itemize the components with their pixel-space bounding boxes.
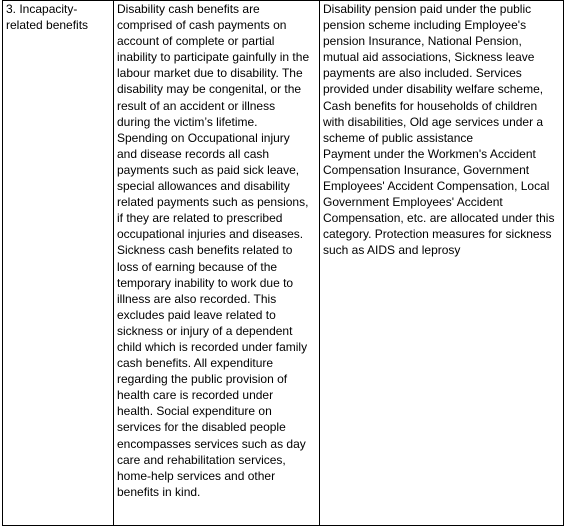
- text-line: pension scheme including Employee's: [323, 18, 527, 33]
- table-row: [3, 1, 564, 526]
- text-line: Disability cash benefits are: [117, 2, 260, 16]
- examples-cell: [320, 1, 564, 526]
- text-line: child which is recorded under family: [117, 339, 308, 354]
- text-line: Employees' Accident Compensation, Local: [323, 179, 550, 194]
- text-line: cash benefits. All expenditure: [117, 356, 274, 371]
- text-line: excludes paid leave related to: [117, 307, 276, 322]
- text-line: provided under disability welfare scheme,: [323, 82, 544, 97]
- text-line: Sickness cash benefits related to: [117, 243, 293, 258]
- category-text: [6, 1, 112, 33]
- text-line: such as AIDS and leprosy: [323, 243, 461, 258]
- text-line: inability to participate gainfully in the: [117, 50, 310, 65]
- text-line: health care is recorded under: [117, 388, 274, 403]
- text-line: 3. Incapacity-: [6, 2, 78, 16]
- text-line: with disabilities, Old age services under a: [323, 114, 544, 129]
- text-line: labour market due to disability. The: [117, 66, 303, 81]
- text-line: comprised of cash payments on: [117, 18, 287, 33]
- text-line: health. Social expenditure on: [117, 404, 272, 419]
- text-line: Government Employees' Accident: [323, 195, 503, 210]
- text-line: services for the disabled people: [117, 420, 286, 435]
- text-line: disability may be congenital, or the: [117, 82, 302, 97]
- category-cell: [3, 1, 114, 526]
- text-line: benefits in kind.: [117, 484, 201, 499]
- text-line: related payments such as pensions,: [117, 195, 309, 210]
- text-line: account of complete or partial: [117, 34, 275, 49]
- text-line: special allowances and disability: [117, 179, 290, 194]
- text-line: during the victim’s lifetime.: [117, 114, 258, 129]
- text-line: occupational injuries and diseases.: [117, 227, 304, 242]
- text-line: home-help services and other: [117, 468, 276, 483]
- text-line: regarding the public provision of: [117, 372, 288, 387]
- text-line: if they are related to prescribed: [117, 211, 283, 226]
- text-line: related benefits: [6, 18, 89, 33]
- text-line: scheme of public assistance: [323, 130, 474, 145]
- text-line: and disease records all cash: [117, 146, 270, 161]
- text-line: Cash benefits for households of children: [323, 98, 538, 113]
- text-line: payments are also included. Services: [323, 66, 522, 81]
- text-line: Compensation Insurance, Government: [323, 162, 530, 177]
- text-line: category. Protection measures for sickness: [323, 227, 552, 242]
- text-line: result of an accident or illness: [117, 98, 276, 113]
- text-line: mutual aid associations, Sickness leave: [323, 50, 535, 65]
- text-line: sickness or injury of a dependent: [117, 323, 293, 338]
- text-line: temporary inability to work due to: [117, 275, 294, 290]
- description-text: [117, 1, 318, 500]
- text-line: illness are also recorded. This: [117, 291, 277, 306]
- examples-text: [323, 1, 562, 259]
- text-line: care and rehabilitation services,: [117, 452, 286, 467]
- text-line: encompasses services such as day: [117, 436, 306, 451]
- description-cell: [114, 1, 320, 526]
- benefits-table: [2, 0, 564, 526]
- text-line: Spending on Occupational injury: [117, 130, 290, 145]
- text-line: payments such as paid sick leave,: [117, 162, 300, 177]
- text-line: Payment under the Workmen's Accident: [323, 146, 536, 161]
- text-line: pension Insurance, National Pension,: [323, 34, 522, 49]
- text-line: loss of earning because of the: [117, 259, 278, 274]
- text-line: Compensation, etc. are allocated under this: [323, 211, 555, 226]
- text-line: Disability pension paid under the public: [323, 2, 532, 16]
